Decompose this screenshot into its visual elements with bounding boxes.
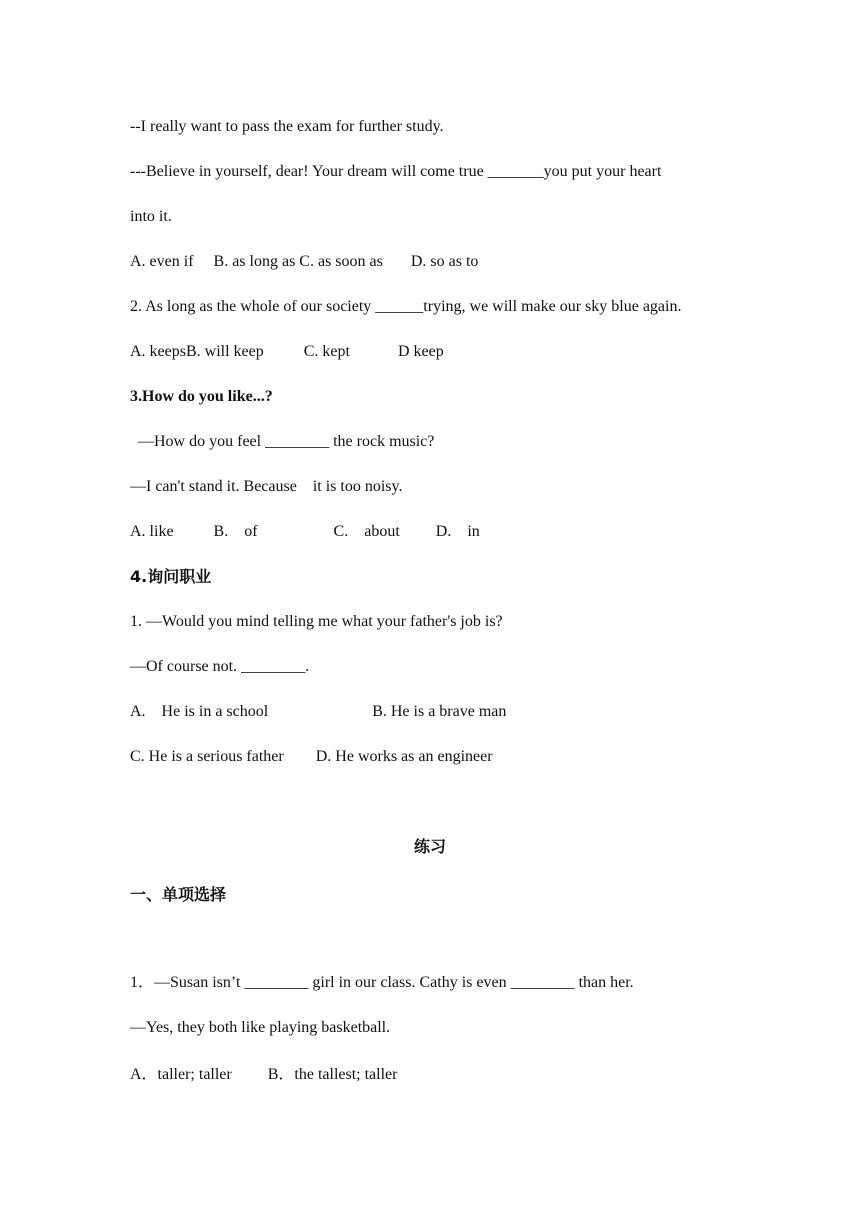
dialogue-line-exam: --I really want to pass the exam for further study. [130, 118, 444, 135]
options-q2: A. keepsB. will keep C. kept D keep [130, 343, 444, 360]
section-heading-3: 3.How do you like...? [130, 388, 273, 405]
section-heading-4: 4.询问职业 [130, 567, 212, 586]
question-3-response: —I can't stand it. Because it is too noisy. [130, 478, 403, 495]
dialogue-line-believe: ---Believe in yourself, dear! Your dream will come true _______you put your heart [130, 163, 662, 180]
dialogue-line-continuation: into it. [130, 208, 172, 225]
options-q3: A. like B. of C. about D. in [130, 523, 480, 540]
options-q4-cd: C. He is a serious father D. He works as an engineer [130, 748, 493, 765]
practice-title: 练习 [413, 837, 446, 856]
practice-question-1-response: —Yes, they both like playing basketball. [130, 1019, 391, 1036]
practice-section-heading: 一、单项选择 [130, 885, 227, 904]
practice-question-1: 1．—Susan isn’t ________ girl in our class. Cathy is even ________ than her. [130, 974, 634, 991]
question-4-response: —Of course not. ________. [130, 658, 310, 675]
question-2: 2. As long as the whole of our society ______trying, we will make our sky blue again. [130, 298, 682, 315]
practice-options-1: A．taller; taller B．the tallest; taller [130, 1066, 398, 1083]
options-q1: A. even if B. as long as C. as soon as D. so as to [130, 253, 479, 270]
options-q4-ab: A. He is in a school B. He is a brave man [130, 703, 507, 720]
question-4-prompt: 1. —Would you mind telling me what your father's job is? [130, 613, 503, 630]
question-3-prompt: —How do you feel ________ the rock music? [130, 433, 435, 450]
